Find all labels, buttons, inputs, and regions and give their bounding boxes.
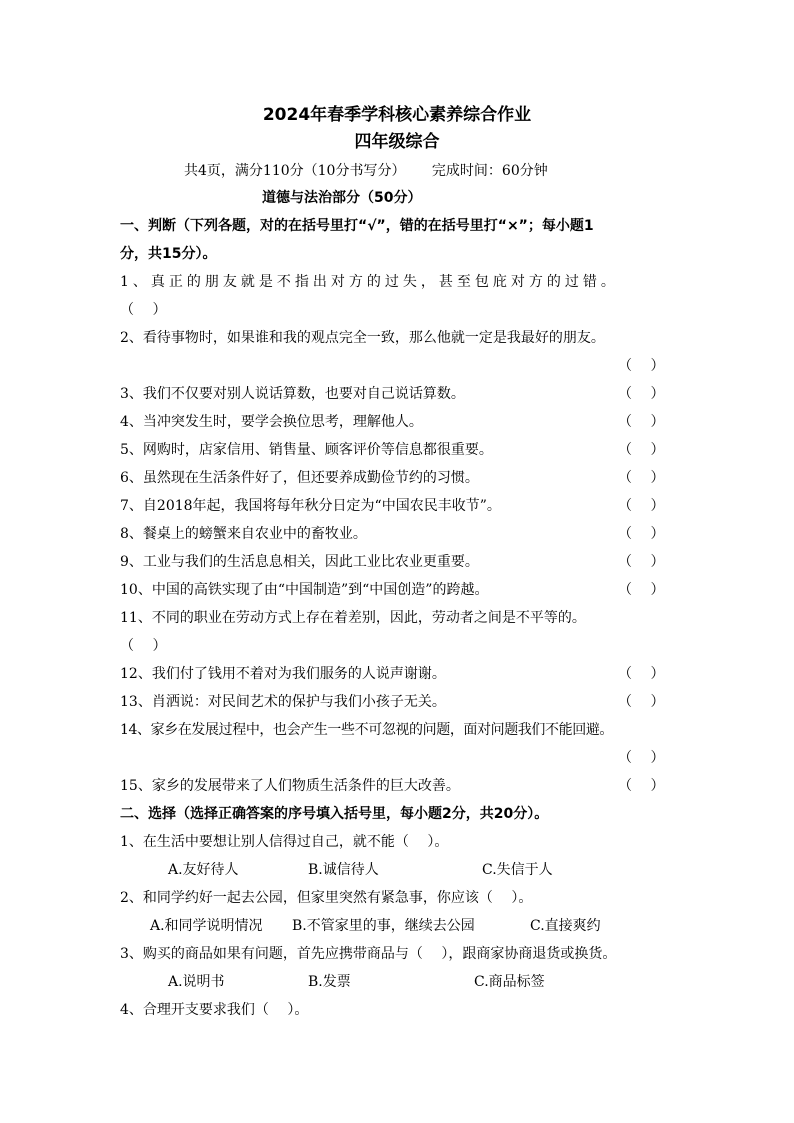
judge-item-5: 5、网购时，店家信用、销售量、顾客评价等信息都很重要。 <box>120 442 493 458</box>
answer-paren: （ ） <box>120 638 167 654</box>
choice-option: B.不管家里的事，继续去公园 <box>292 918 475 934</box>
grade-title: 四年级综合 <box>354 132 440 152</box>
judge-item-2: 2、看待事物时，如果谁和我的观点完全一致，那么他就一定是我最好的朋友。 <box>120 330 605 346</box>
choice-question-2: 2、和同学约好一起去公园，但家里突然有紧急事，你应该（ ）。 <box>120 890 533 906</box>
section1-heading: 一、判断（下列各题，对的在括号里打“√”，错的在括号里打“×”；每小题1 <box>120 218 594 234</box>
choice-option: A.说明书 <box>168 974 225 990</box>
choice-option: C.商品标签 <box>474 974 545 990</box>
judge-item-1: 1、真正的朋友就是不指出对方的过失，甚至包庇对方的过错。 <box>120 274 619 290</box>
judge-item-6: 6、虽然现在生活条件好了，但还要养成勤俭节约的习惯。 <box>120 470 479 486</box>
judge-item-15: 15、家乡的发展带来了人们物质生活条件的巨大改善。 <box>120 778 460 794</box>
answer-paren: （ ） <box>618 442 665 458</box>
answer-paren: （ ） <box>618 414 665 430</box>
choice-option: B.诚信待人 <box>308 862 379 878</box>
section1-heading-cont: 分，共15分）。 <box>120 246 217 262</box>
choice-option: A.友好待人 <box>168 862 239 878</box>
time-info: 完成时间：60分钟 <box>431 163 548 179</box>
section2-heading: 二、选择（选择正确答案的序号填入括号里，每小题2分，共20分）。 <box>120 806 549 822</box>
worksheet-title: 2024年春季学科核心素养综合作业 <box>262 105 532 125</box>
choice-option: C.直接爽约 <box>530 918 601 934</box>
answer-paren: （ ） <box>618 526 665 542</box>
choice-question-4: 4、合理开支要求我们（ ）。 <box>120 1002 309 1018</box>
answer-paren: （ ） <box>618 582 665 598</box>
judge-item-9: 9、工业与我们的生活息息相关，因此工业比农业更重要。 <box>120 554 479 570</box>
choice-option: A.和同学说明情况 <box>150 918 263 934</box>
answer-paren: （ ） <box>618 778 665 794</box>
answer-paren: （ ） <box>618 694 665 710</box>
judge-item-12: 12、我们付了钱用不着对为我们服务的人说声谢谢。 <box>120 666 446 682</box>
answer-paren: （ ） <box>618 386 665 402</box>
answer-paren: （ ） <box>618 554 665 570</box>
judge-item-10: 10、中国的高铁实现了由“中国制造”到“中国创造”的跨越。 <box>120 582 489 598</box>
judge-item-8: 8、餐桌上的螃蟹来自农业中的畜牧业。 <box>120 526 367 542</box>
answer-paren: （ ） <box>618 498 665 514</box>
judge-item-13: 13、肖洒说：对民间艺术的保护与我们小孩子无关。 <box>120 694 446 710</box>
choice-option: B.发票 <box>308 974 351 990</box>
answer-paren: （ ） <box>120 302 167 318</box>
answer-paren: （ ） <box>618 470 665 486</box>
choice-question-3: 3、购买的商品如果有问题，首先应携带商品与（ ），跟商家协商退货或换货。 <box>120 946 617 962</box>
exam-meta <box>184 160 548 180</box>
part-title: 道德与法治部分（50分） <box>262 190 422 206</box>
answer-paren: （ ） <box>618 666 665 682</box>
answer-paren: （ ） <box>618 358 665 374</box>
choice-option: C.失信于人 <box>482 862 553 878</box>
answer-paren: （ ） <box>618 750 665 766</box>
judge-item-14: 14、家乡在发展过程中，也会产生一些不可忽视的问题，面对问题我们不能回避。 <box>120 722 614 738</box>
judge-item-7: 7、自2018年起，我国将每年秋分日定为“中国农民丰收节”。 <box>120 498 501 514</box>
judge-item-3: 3、我们不仅要对别人说话算数，也要对自己说话算数。 <box>120 386 465 402</box>
judge-item-4: 4、当冲突发生时，要学会换位思考，理解他人。 <box>120 414 423 430</box>
judge-item-11: 11、不同的职业在劳动方式上存在着差别，因此，劳动者之间是不平等的。 <box>120 610 586 626</box>
choice-question-1: 1、在生活中要想让别人信得过自己，就不能（ ）。 <box>120 834 449 850</box>
score-info: 共4页，满分110分（10分书写分） <box>184 163 406 179</box>
